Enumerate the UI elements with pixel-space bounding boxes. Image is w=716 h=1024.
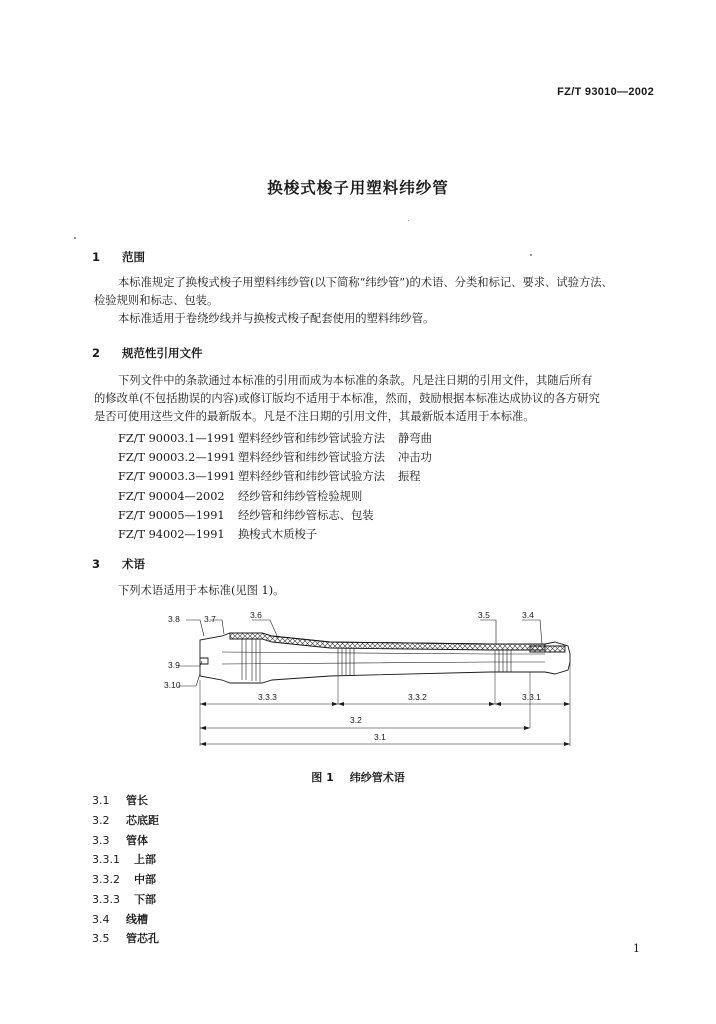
term-number: 3.4 (92, 913, 110, 926)
standard-code: FZ/T 93010—2002 (557, 86, 654, 98)
section-title: 术语 (122, 557, 145, 571)
reference-item (118, 468, 421, 484)
reference-code: FZ/T 90003.1—1991 (118, 432, 236, 445)
section-title: 范围 (122, 250, 145, 264)
term-number: 3.3.1 (92, 853, 120, 866)
term-item (92, 792, 148, 808)
term-label: 中部 (134, 873, 156, 886)
reference-item (118, 430, 432, 446)
label-3-5: 3.5 (478, 610, 490, 620)
scan-speck (74, 237, 76, 239)
paragraph-line: 是否可使用这些文件的最新版本。凡是不注日期的引用文件，其最新版本适用于本标准。 (94, 410, 535, 423)
label-3-7: 3.7 (204, 614, 216, 624)
label-3-3-1: 3.3.1 (522, 692, 541, 702)
paragraph-line: 下列术语适用于本标准(见图 1)。 (118, 584, 285, 597)
reference-title: 经纱管和纬纱管标志、包装 (238, 509, 374, 522)
reference-item (118, 449, 432, 465)
reference-code: FZ/T 90003.3—1991 (118, 470, 236, 483)
term-item (92, 851, 156, 867)
section-number: 2 (92, 346, 101, 360)
section-1-heading (92, 249, 145, 265)
term-item (92, 911, 148, 927)
reference-code: FZ/T 90005—1991 (118, 509, 225, 522)
reference-title: 塑料经纱管和纬纱管试验方法 (238, 432, 385, 445)
figure-caption (0, 769, 716, 785)
term-item (92, 871, 156, 887)
term-label: 管体 (126, 834, 148, 847)
figure-number: 图 1 (311, 771, 334, 784)
paragraph-line: 下列文件中的条款通过本标准的引用而成为本标准的条款。凡是注日期的引用文件，其随后所有 (118, 374, 593, 387)
scan-speck (408, 220, 409, 221)
paragraph-line: 本标准适用于卷绕纱线并与换梭式梭子配套使用的塑料纬纱管。 (118, 312, 435, 325)
term-number: 3.3.3 (92, 893, 120, 906)
section-number: 1 (92, 250, 101, 264)
term-number: 3.5 (92, 932, 110, 945)
scan-speck (530, 254, 532, 256)
term-label: 芯底距 (126, 814, 159, 827)
label-3-9: 3.9 (168, 660, 180, 670)
term-label: 管芯孔 (126, 932, 159, 945)
section-title: 规范性引用文件 (122, 346, 203, 360)
section-3-heading (92, 556, 145, 572)
reference-subtitle: 振程 (398, 470, 421, 483)
term-item (92, 812, 159, 828)
term-item (92, 891, 156, 907)
paragraph-line: 本标准规定了换梭式梭子用塑料纬纱管(以下简称“纬纱管”)的术语、分类和标记、要求、试验方法、 (118, 276, 613, 289)
section-1-body (94, 274, 613, 328)
term-number: 3.1 (92, 794, 110, 807)
reference-title: 塑料经纱管和纬纱管试验方法 (238, 451, 385, 464)
section-number: 3 (92, 557, 101, 571)
reference-title: 经纱管和纬纱管检验规则 (238, 490, 363, 503)
term-number: 3.3 (92, 834, 110, 847)
reference-item (118, 507, 374, 523)
reference-item (118, 526, 317, 542)
reference-subtitle: 冲击功 (398, 451, 432, 464)
term-label: 下部 (134, 893, 156, 906)
bobbin-diagram (160, 606, 580, 756)
section-2-heading (92, 345, 203, 361)
term-item (92, 930, 159, 946)
label-3-4: 3.4 (522, 610, 534, 620)
label-3-2: 3.2 (350, 715, 362, 725)
label-3-10: 3.10 (164, 680, 181, 690)
term-number: 3.2 (92, 814, 110, 827)
label-3-6: 3.6 (250, 610, 262, 620)
reference-item (118, 488, 362, 504)
page-number: 1 (633, 942, 640, 955)
reference-code: FZ/T 94002—1991 (118, 528, 225, 541)
figure-caption-text: 纬纱管术语 (349, 771, 405, 784)
reference-title: 换梭式木质梭子 (238, 528, 318, 541)
term-label: 线槽 (126, 913, 148, 926)
reference-title: 塑料经纱管和纬纱管试验方法 (238, 470, 385, 483)
term-label: 管长 (126, 794, 148, 807)
document-title: 换梭式梭子用塑料纬纱管 (267, 179, 449, 197)
reference-code: FZ/T 90004—2002 (118, 490, 225, 503)
label-3-3-2: 3.3.2 (408, 692, 427, 702)
term-number: 3.3.2 (92, 873, 120, 886)
section-3-intro (118, 582, 284, 600)
term-label: 上部 (134, 853, 156, 866)
reference-subtitle: 静弯曲 (398, 432, 432, 445)
label-3-1: 3.1 (374, 732, 386, 742)
reference-code: FZ/T 90003.2—1991 (118, 451, 236, 464)
label-3-8: 3.8 (168, 614, 180, 624)
paragraph-line: 检验规则和标志、包装。 (94, 294, 219, 307)
term-item (92, 832, 148, 848)
section-2-body (94, 372, 600, 426)
paragraph-line: 的修改单(不包括勘误的内容)或修订版均不适用于本标准，然而，鼓励根据本标准达成协议的各方研究 (94, 392, 600, 405)
label-3-3-3: 3.3.3 (258, 692, 277, 702)
